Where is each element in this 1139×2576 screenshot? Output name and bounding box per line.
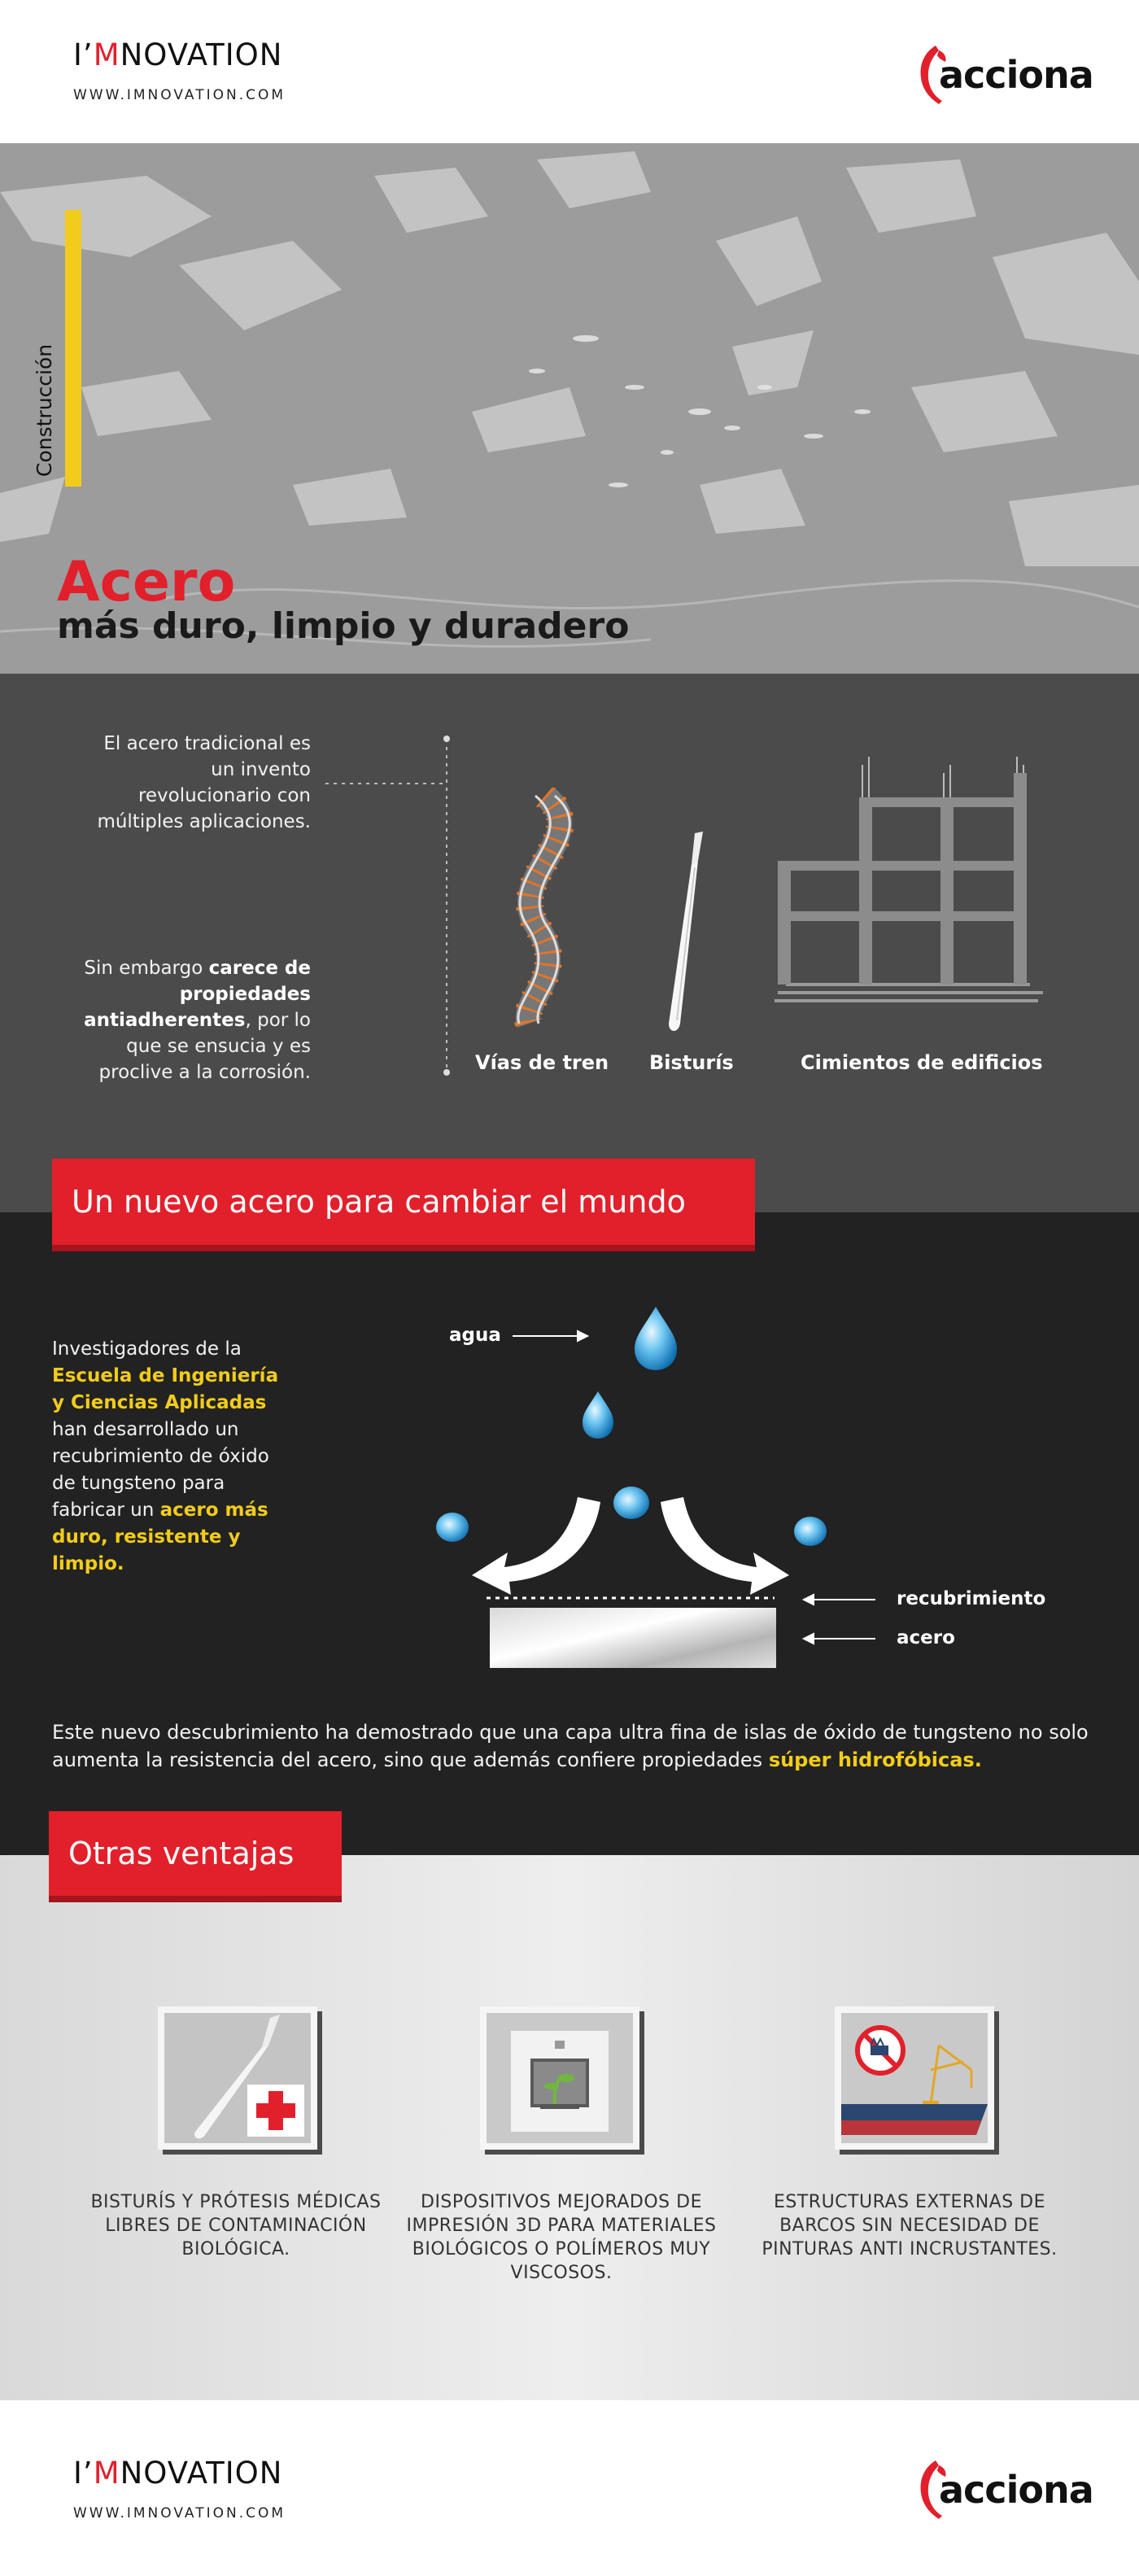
water-drop-medium <box>583 1391 613 1439</box>
footer-imnovation-url[interactable]: WWW.IMNOVATION.COM <box>73 2505 286 2521</box>
advantages-banner: Otras ventajas <box>49 1811 342 1896</box>
advantage-text-3d-printing: DISPOSITIVOS MEJORADOS DE IMPRESIÓN 3D PARA MATERIALES BIOLÓGICOS O POLÍMEROS MUY VISCOSOS. <box>406 2192 717 2283</box>
ship-icon <box>841 2013 988 2143</box>
footer-acciona-brand[interactable] <box>914 2457 1093 2522</box>
advantage-card-3d-printing <box>480 2006 639 2150</box>
railway-icon <box>488 788 602 1032</box>
advantages-section <box>0 1836 1139 2400</box>
page-title: Acero <box>57 550 236 614</box>
building-frame-icon <box>770 757 1046 1033</box>
arrow-to-steel <box>804 1634 875 1644</box>
curved-arrow-left <box>472 1497 600 1595</box>
label-coating: recubrimiento <box>897 1588 1046 1609</box>
footer-imnovation-brand[interactable] <box>73 2456 286 2521</box>
arrow-to-water <box>513 1331 587 1341</box>
label-steel: acero <box>897 1627 955 1648</box>
use-label-building: Cimientos de edificios <box>801 1051 1043 1074</box>
header <box>0 0 1139 143</box>
intro-text: El acero tradicional es un invento revolucionario con múltiples aplicaciones. <box>97 733 311 832</box>
imnovation-brand[interactable] <box>73 37 286 103</box>
curved-arrow-right <box>661 1497 789 1595</box>
category-accent-bar <box>65 210 81 487</box>
advantage-text-medical: BISTURÍS Y PRÓTESIS MÉDICAS LIBRES DE CONTAMINACIÓN BIOLÓGICA. <box>90 2192 382 2259</box>
water-drop-left <box>436 1513 469 1542</box>
advantage-card-ships <box>835 2006 994 2150</box>
steel-uses-section <box>0 674 1139 1212</box>
scalpel-medical-icon <box>164 2013 311 2143</box>
research-section <box>0 1184 1139 1855</box>
water-drop-right <box>794 1517 827 1546</box>
steel-plate <box>490 1608 776 1668</box>
footer <box>0 2400 1139 2576</box>
use-label-railway: Vías de tren <box>475 1051 609 1074</box>
advantage-text-ships: ESTRUCTURAS EXTERNAS DE BARCOS SIN NECESIDAD DE PINTURAS ANTI INCRUSTANTES. <box>762 2192 1058 2259</box>
advantage-card-medical <box>158 2006 317 2150</box>
imnovation-logo: I’MNOVATION <box>73 37 283 72</box>
research-description: Investigadores de la Escuela de Ingeniería y Ciencias Aplicadas han desarrollado un recubrimiento de óxido de tungsteno para fabricar un acero más duro, resistente y limpio. <box>52 1338 279 1574</box>
3d-printer-icon <box>487 2013 633 2143</box>
water-drop-large <box>635 1307 677 1370</box>
hero-banner <box>0 143 1139 674</box>
arrow-to-coating <box>804 1595 875 1605</box>
page-subtitle: más duro, limpio y duradero <box>57 605 630 647</box>
acciona-wordmark: acciona <box>939 53 1093 97</box>
label-water: agua <box>449 1325 501 1346</box>
acciona-brand[interactable] <box>914 42 1093 107</box>
footer-acciona-wordmark: acciona <box>939 2468 1093 2512</box>
water-drop-center <box>613 1487 649 1519</box>
discovery-paragraph: Este nuevo descubrimiento ha demostrado que una capa ultra fina de islas de óxido de tungsteno no solo aumenta la resistencia del acero, sino que además confiere propiedades súper hidrofóbicas. <box>52 1721 1089 1771</box>
scalpel-icon <box>657 828 714 1040</box>
drawback-text: Sin embargo carece de propiedades antiadherentes, por lo que se ensucia y es proclive a la corrosión. <box>84 958 311 1083</box>
imnovation-url[interactable]: WWW.IMNOVATION.COM <box>73 87 286 103</box>
category-tag: Construcción <box>33 343 56 477</box>
footer-imnovation-logo: I’MNOVATION <box>73 2456 283 2491</box>
use-label-scalpel: Bisturís <box>649 1051 734 1074</box>
research-banner: Un nuevo acero para cambiar el mundo <box>52 1159 755 1245</box>
